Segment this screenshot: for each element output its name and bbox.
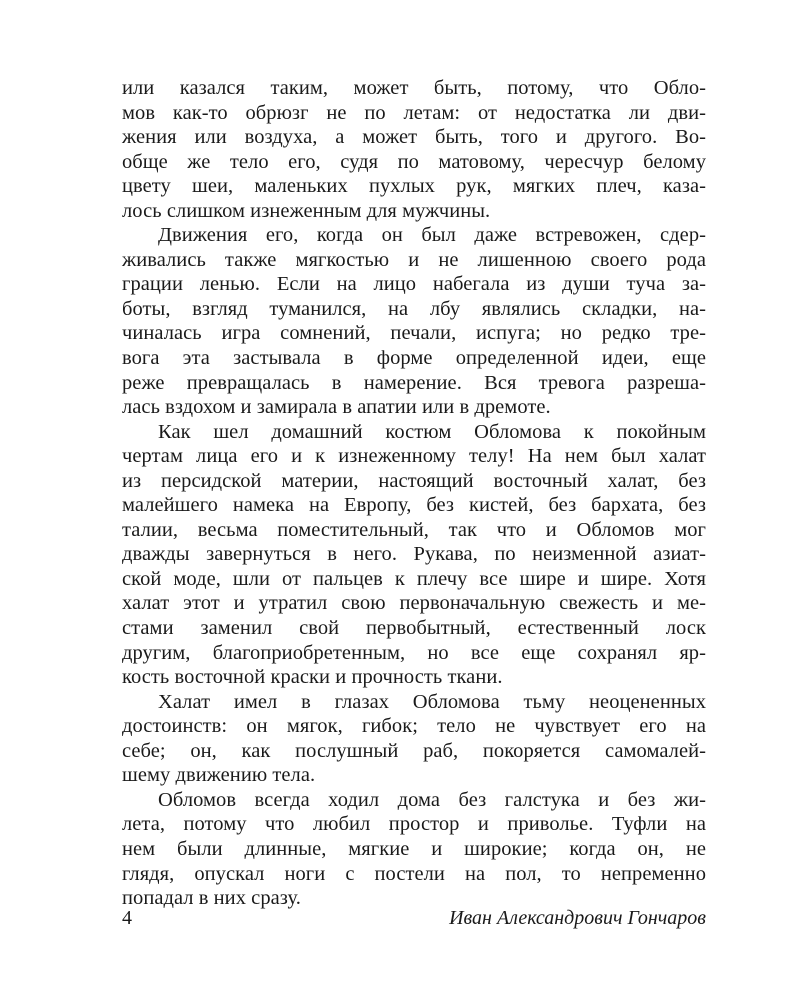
text-line: вога эта застывала в форме определенной идеи, еще: [122, 347, 706, 370]
page-footer: [122, 905, 706, 931]
text-line: Как шел домашний костюм Обломова к покойным: [158, 420, 706, 443]
text-line: жения или воздуха, а может быть, того и другого. Во-: [122, 126, 706, 149]
text-line: обще же тело его, судя по матовому, чересчур белому: [122, 150, 706, 173]
paragraph: [122, 788, 706, 911]
text-line: реже превращалась в намерение. Вся тревога разреша-: [122, 371, 706, 394]
text-line: цвету шеи, маленьких пухлых рук, мягких плеч, каза-: [122, 175, 706, 198]
text-line: чертам лица его и к изнеженному телу! На нем был халат: [122, 445, 706, 468]
text-line: из персидской материи, настоящий восточный халат, без: [122, 469, 706, 492]
text-line: дважды завернуться в него. Рукава, по неизменной азиат-: [122, 543, 706, 566]
text-line: Халат имел в глазах Обломова тьму неоцененных: [158, 690, 706, 713]
text-line: достоинств: он мягок, гибок; тело не чувствует его на: [122, 715, 706, 738]
page-body: [122, 76, 706, 911]
text-line: лось слишком изнеженным для мужчины.: [122, 199, 491, 222]
text-line: другим, благоприобретенным, но все еще сохранял яр-: [122, 641, 706, 664]
text-line: малейшего намека на Европу, без кистей, без бархата, без: [122, 494, 706, 517]
text-line: ской моде, шли от пальцев к плечу все шире и шире. Хотя: [122, 567, 706, 590]
text-line: или казался таким, может быть, потому, что Обло-: [122, 77, 706, 99]
text-line: мов как-то обрюзг не по летам: от недостатка ли дви-: [122, 101, 706, 124]
text-line: шему движению тела.: [122, 764, 316, 787]
text-line: нем были длинные, мягкие и широкие; когда он, не: [122, 837, 706, 860]
page-number: 4: [122, 907, 132, 929]
text-line: лась вздохом и замирала в апатии или в дремоте.: [122, 396, 551, 419]
text-line: лета, потому что любил простор и приволье. Туфли на: [122, 813, 706, 836]
paragraph: [122, 690, 706, 788]
running-head: Иван Александрович Гончаров: [449, 907, 706, 929]
paragraph: [122, 420, 706, 690]
text-line: талии, весьма поместительный, так что и Обломов мог: [122, 518, 706, 541]
text-line: боты, взгляд туманился, на лбу являлись складки, на-: [122, 297, 706, 320]
text-line: Обломов всегда ходил дома без галстука и без жи-: [158, 788, 706, 811]
text-line: стами заменил свой первобытный, естественный лоск: [122, 617, 706, 640]
text-line: кость восточной краски и прочность ткани.: [122, 666, 503, 689]
text-line: грации ленью. Если на лицо набегала из души туча за-: [122, 273, 706, 296]
text-line: глядя, опускал ноги с постели на пол, то непременно: [122, 862, 706, 885]
text-line: чиналась игра сомнений, печали, испуга; но редко тре-: [122, 322, 706, 345]
paragraph: [122, 76, 706, 223]
text-line: попадал в них сразу.: [122, 887, 301, 910]
text-line: себе; он, как послушный раб, покоряется самомалей-: [122, 739, 706, 762]
text-line: Движения его, когда он был даже встревожен, сдер-: [158, 224, 706, 247]
text-line: халат этот и утратил свою первоначальную свежесть и ме-: [122, 592, 706, 615]
paragraph: [122, 223, 706, 419]
text-line: живались также мягкостью и не лишенною своего рода: [122, 248, 706, 271]
